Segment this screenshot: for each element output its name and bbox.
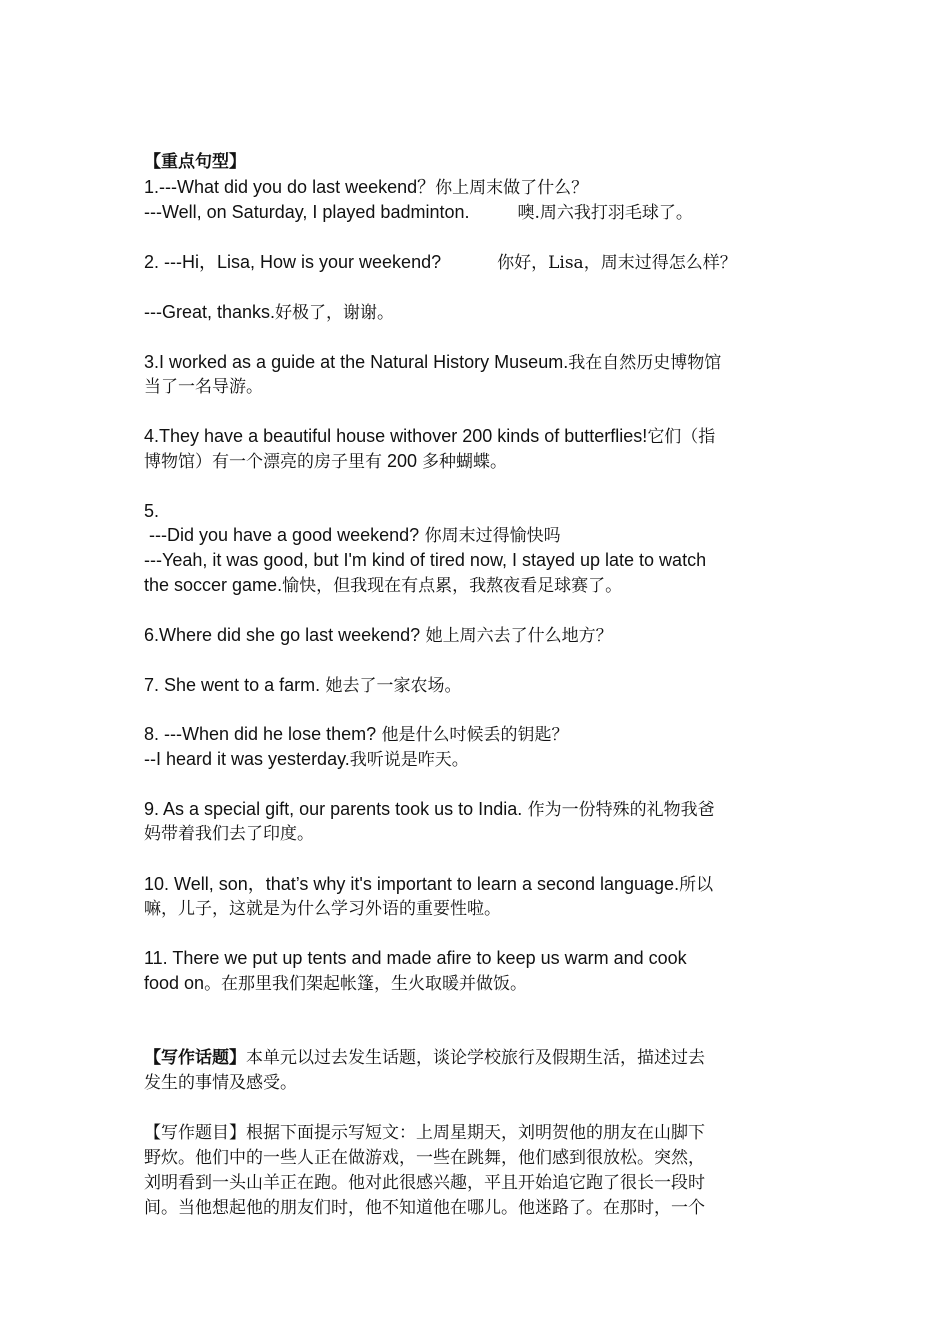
writing-prompt-line-1 xyxy=(144,1121,705,1146)
writing-prompt-line-3: 刘明看到一头山羊正在跑。他对此很感兴趣，平且开始追它跑了很长一段时 xyxy=(144,1173,705,1193)
sentence-4-line-1 xyxy=(144,424,715,450)
sentence-5-answer-en-2: the soccer game. xyxy=(144,575,283,595)
sentence-9-zh-part-2: 妈带着我们去了印度。 xyxy=(144,824,314,844)
sentence-4-zh-part-2a: 博物馆）有一个漂亮的房子里有 xyxy=(144,452,382,472)
sentence-11-en-2: food on xyxy=(144,973,205,993)
writing-topic-text-1: 本单元以过去发生话题，谈论学校旅行及假期生活，描述过去 xyxy=(246,1048,705,1068)
writing-topic-label: 【写作话题】 xyxy=(144,1048,246,1068)
sentence-11-zh: 。在那里我们架起帐篷，生火取暖并做饭。 xyxy=(204,974,528,994)
sentence-10-zh-part-2: 嘛，儿子，这就是为什么学习外语的重要性啦。 xyxy=(144,899,501,919)
sentence-11-line-2 xyxy=(144,971,527,997)
writing-topic-line-1 xyxy=(144,1046,705,1071)
sentence-1-answer xyxy=(144,200,693,226)
sentence-1-answer-zh: 噢.周六我打羽毛球了。 xyxy=(517,203,693,223)
sentence-3-zh-part-1: 我在自然历史博物馆 xyxy=(568,353,722,373)
sentence-1-question-en: 1.---What did you do last weekend？ xyxy=(144,177,436,197)
section-heading-key-sentences: 【重点句型】 xyxy=(144,152,246,172)
sentence-9-line-1 xyxy=(144,797,715,823)
sentence-5-question-en: ---Did you have a good weekend? xyxy=(144,525,420,545)
sentence-6 xyxy=(144,623,613,649)
sentence-10-zh-part-1: 所以 xyxy=(679,875,714,895)
sentence-2-question xyxy=(144,250,737,276)
sentence-7 xyxy=(144,673,462,699)
sentence-8-answer xyxy=(144,747,469,773)
writing-topic-text-2: 发生的事情及感受。 xyxy=(144,1073,297,1093)
sentence-4-zh-part-2b: 多种蝴蝶。 xyxy=(422,452,508,472)
sentence-5-number: 5. xyxy=(144,501,160,521)
sentence-4-line-2 xyxy=(144,449,507,475)
sentence-4-number: 200 xyxy=(382,451,423,471)
sentence-6-en: 6.Where did she go last weekend? xyxy=(144,625,421,645)
writing-prompt-label: 【写作题目】 xyxy=(144,1123,246,1143)
sentence-7-en: 7. She went to a farm. xyxy=(144,675,321,695)
sentence-10-line-1 xyxy=(144,872,713,898)
writing-prompt-text-1: 根据下面提示写短文：上周星期天，刘明贺他的朋友在山脚下 xyxy=(246,1123,705,1143)
sentence-5-question-zh: 你周末过得愉快吗 xyxy=(419,526,561,546)
sentence-2-answer-zh: 好极了，谢谢。 xyxy=(275,303,395,323)
sentence-2-question-en: 2. ---Hi，Lisa, How is your weekend? xyxy=(144,252,442,272)
sentence-8-question xyxy=(144,722,569,748)
sentence-10-en: 10. Well, son，that’s why it's important to learn a second language. xyxy=(144,874,680,894)
writing-prompt-line-2: 野炊。他们中的一些人正在做游戏，一些在跳舞，他们感到很放松。突然， xyxy=(144,1148,705,1168)
sentence-2-question-zh: 你好，Lisa，周末过得怎么样？ xyxy=(497,253,737,273)
sentence-1-question-zh: 你上周末做了什么？ xyxy=(435,178,589,198)
sentence-3-zh-part-2: 当了一名导游。 xyxy=(144,377,263,397)
sentence-8-answer-en: --I heard it was yesterday. xyxy=(144,749,350,769)
sentence-5-question xyxy=(144,523,561,549)
sentence-3-en: 3.I worked as a guide at the Natural History Museum. xyxy=(144,352,569,372)
sentence-8-answer-zh: 我听说是咋天。 xyxy=(349,750,469,770)
sentence-4-en: 4.They have a beautiful house withover 200 kinds of butterflies! xyxy=(144,426,648,446)
writing-prompt-line-4: 间。当他想起他的朋友们时，他不知道他在哪儿。他迷路了。在那时，一个 xyxy=(144,1198,705,1218)
sentence-6-zh: 她上周六去了什么地方？ xyxy=(420,626,613,646)
sentence-5-answer-line-1: ---Yeah, it was good, but I'm kind of tired now, I stayed up late to watch xyxy=(144,550,707,570)
sentence-1-question xyxy=(144,175,588,201)
sentence-2-answer xyxy=(144,300,394,326)
sentence-2-answer-en: ---Great, thanks. xyxy=(144,302,276,322)
sentence-9-zh-part-1: 作为一份特殊的礼物我爸 xyxy=(522,800,715,820)
sentence-5-answer-line-2 xyxy=(144,573,622,599)
sentence-8-question-en: 8. ---When did he lose them? xyxy=(144,724,377,744)
sentence-5-answer-zh: 愉快，但我现在有点累，我熬夜看足球赛了。 xyxy=(282,576,623,596)
sentence-3-line-1 xyxy=(144,350,721,376)
sentence-1-answer-en: ---Well, on Saturday, I played badminton. xyxy=(144,202,470,222)
sentence-11-line-1: 11. There we put up tents and made afire to keep us warm and cook xyxy=(144,948,687,968)
sentence-4-zh-part-1: 它们（指 xyxy=(647,427,716,447)
sentence-8-question-zh: 他是什么吋候丢的钥匙？ xyxy=(376,725,569,745)
sentence-9-en: 9. As a special gift, our parents took us to India. xyxy=(144,799,523,819)
sentence-7-zh: 她去了一家农场。 xyxy=(320,676,462,696)
